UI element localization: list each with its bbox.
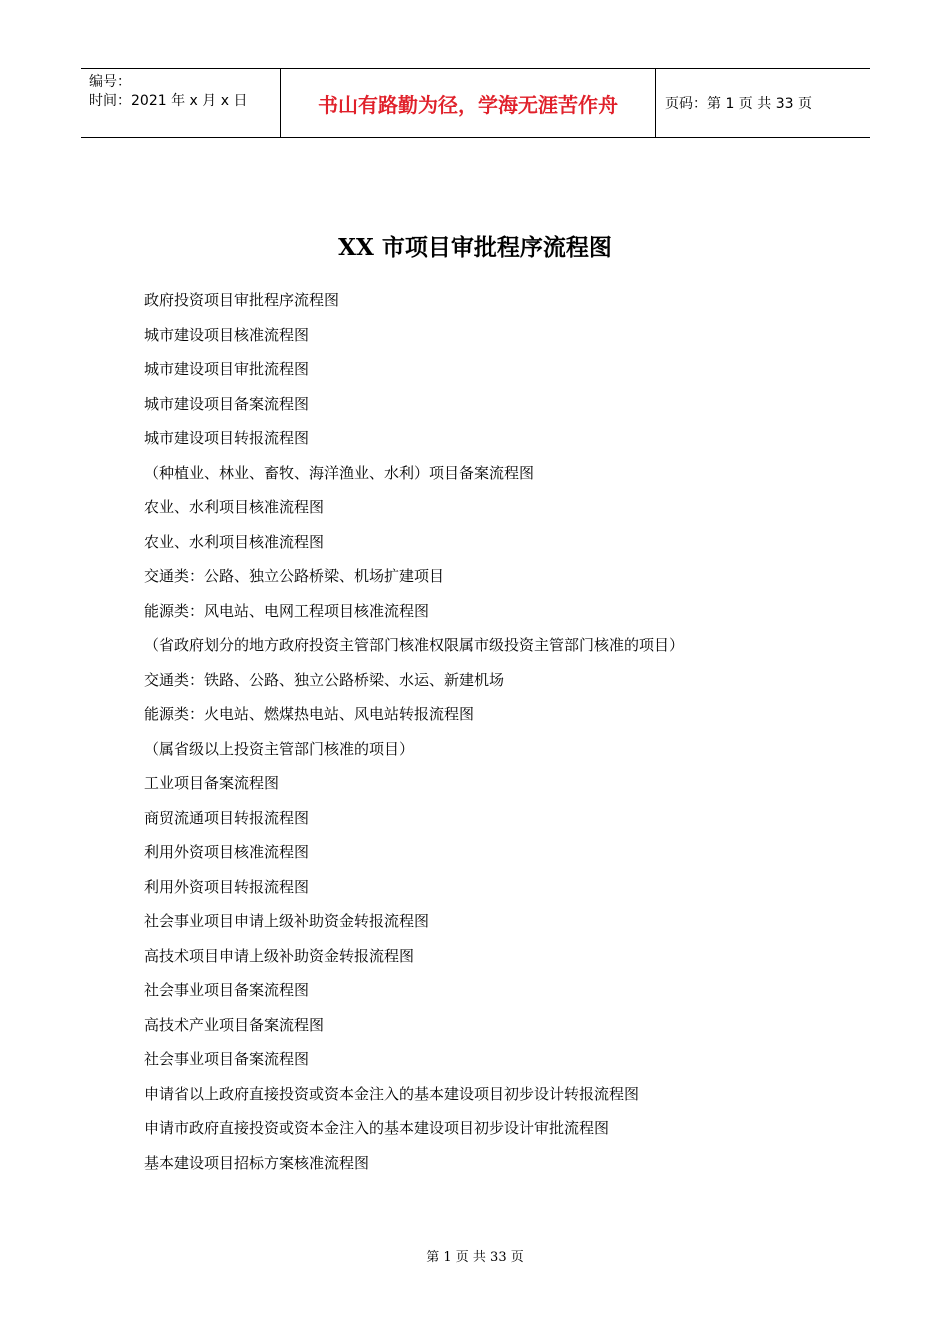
list-item: 城市建设项目核准流程图 (144, 325, 310, 344)
list-item: 城市建设项目备案流程图 (144, 394, 310, 413)
list-item: 政府投资项目审批程序流程图 (144, 291, 340, 309)
list-item: 商贸流通项目转报流程图 (144, 808, 310, 827)
page-footer: 第 1 页 共 33 页 (426, 1250, 524, 1265)
date-line: 时间：2021 年 x 月 x 日 (89, 93, 248, 109)
list-item: 基本建设项目招标方案核准流程图 (144, 1153, 370, 1172)
list-item: 利用外资项目转报流程图 (144, 877, 310, 896)
document-title: XX 市项目审批程序流程图 (338, 234, 612, 261)
list-item: 高技术项目申请上级补助资金转报流程图 (144, 946, 415, 965)
list-item: 城市建设项目转报流程图 (144, 429, 310, 447)
list-item: 交通类：公路、独立公路桥梁、机场扩建项目 (144, 567, 445, 585)
list-item: 农业、水利项目核准流程图 (144, 532, 325, 551)
list-item: 能源类：火电站、燃煤热电站、风电站转报流程图 (144, 705, 475, 723)
list-item: 城市建设项目审批流程图 (144, 360, 310, 378)
list-item: （省政府划分的地方政府投资主管部门核准权限属市级投资主管部门核准的项目） (144, 636, 685, 654)
list-item: 高技术产业项目备案流程图 (144, 1015, 325, 1034)
flowchart-list (144, 286, 864, 1183)
header-page-info: 页码：第 1 页 共 33 页 (665, 96, 812, 112)
list-item: 社会事业项目备案流程图 (144, 981, 310, 999)
list-item: （种植业、林业、畜牧、海洋渔业、水利）项目备案流程图 (144, 463, 535, 482)
list-item: 社会事业项目申请上级补助资金转报流程图 (144, 912, 430, 930)
number-label: 编号： (89, 74, 131, 90)
list-item: 申请市政府直接投资或资本金注入的基本建设项目初步设计审批流程图 (144, 1119, 610, 1137)
list-item: （属省级以上投资主管部门核准的项目） (144, 739, 415, 758)
list-item: 交通类：铁路、公路、独立公路桥梁、水运、新建机场 (144, 670, 505, 689)
list-item: 申请省以上政府直接投资或资本金注入的基本建设项目初步设计转报流程图 (144, 1084, 640, 1103)
header-left-cell (81, 69, 281, 137)
list-item: 利用外资项目核准流程图 (144, 843, 310, 861)
list-item: 社会事业项目备案流程图 (144, 1050, 310, 1068)
header-motto: 书山有路勤为径，学海无涯苦作舟 (281, 69, 656, 137)
list-item: 农业、水利项目核准流程图 (144, 498, 325, 516)
list-item: 工业项目备案流程图 (144, 774, 280, 792)
page-header (81, 68, 870, 138)
list-item: 能源类：风电站、电网工程项目核准流程图 (144, 601, 430, 620)
